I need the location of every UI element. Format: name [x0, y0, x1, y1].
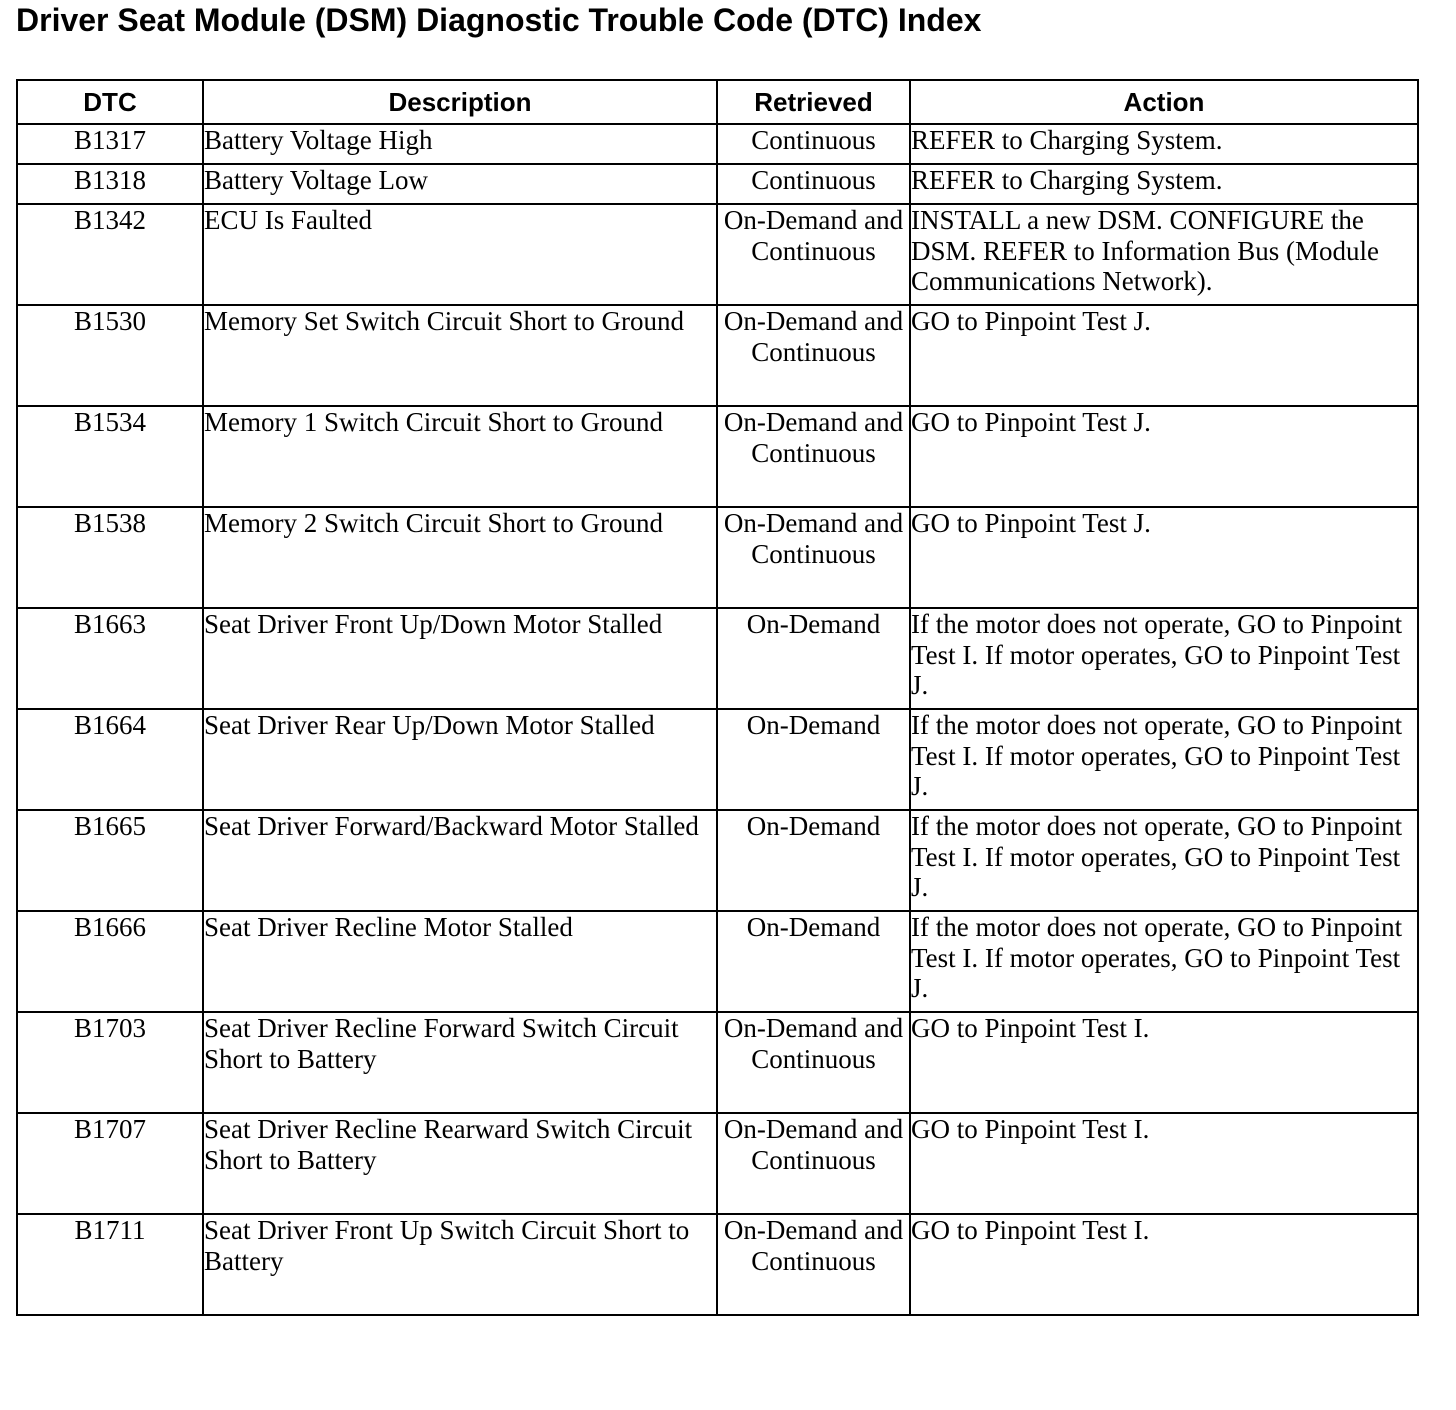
- table-row: [17, 709, 1418, 810]
- table-row: [17, 608, 1418, 709]
- dtc-retrieved: On-Demand and Continuous: [717, 1214, 910, 1315]
- dtc-retrieved: On-Demand and Continuous: [717, 305, 910, 406]
- dtc-description: Seat Driver Recline Rearward Switch Circuit Short to Battery: [203, 1113, 717, 1214]
- dtc-description: Battery Voltage Low: [203, 164, 717, 204]
- dtc-action: GO to Pinpoint Test J.: [910, 507, 1418, 608]
- table-row: [17, 1113, 1418, 1214]
- dtc-retrieved: On-Demand and Continuous: [717, 507, 910, 608]
- dtc-action: REFER to Charging System.: [910, 164, 1418, 204]
- dtc-description: Seat Driver Recline Motor Stalled: [203, 911, 717, 1012]
- table-row: [17, 124, 1418, 164]
- dtc-retrieved: On-Demand: [717, 709, 910, 810]
- dtc-action: If the motor does not operate, GO to Pinpoint Test I. If motor operates, GO to Pinpoint Test J.: [910, 608, 1418, 709]
- dtc-code: B1318: [17, 164, 203, 204]
- dtc-code: B1664: [17, 709, 203, 810]
- dtc-code: B1666: [17, 911, 203, 1012]
- dtc-retrieved: On-Demand and Continuous: [717, 1113, 910, 1214]
- header-action: Action: [910, 80, 1418, 124]
- dtc-code: B1534: [17, 406, 203, 507]
- dtc-retrieved: On-Demand: [717, 608, 910, 709]
- dtc-action: GO to Pinpoint Test I.: [910, 1113, 1418, 1214]
- page-title: Driver Seat Module (DSM) Diagnostic Trouble Code (DTC) Index: [16, 2, 982, 38]
- table-row: [17, 911, 1418, 1012]
- dtc-code: B1663: [17, 608, 203, 709]
- dtc-action: GO to Pinpoint Test I.: [910, 1214, 1418, 1315]
- dtc-description: Seat Driver Forward/Backward Motor Stalled: [203, 810, 717, 911]
- dtc-retrieved: Continuous: [717, 164, 910, 204]
- table-row: [17, 1214, 1418, 1315]
- header-description: Description: [203, 80, 717, 124]
- dtc-code: B1703: [17, 1012, 203, 1113]
- dtc-description: Memory 1 Switch Circuit Short to Ground: [203, 406, 717, 507]
- dtc-description: Seat Driver Rear Up/Down Motor Stalled: [203, 709, 717, 810]
- table-row: [17, 204, 1418, 305]
- dtc-action: If the motor does not operate, GO to Pinpoint Test I. If motor operates, GO to Pinpoint Test J.: [910, 911, 1418, 1012]
- dtc-retrieved: On-Demand: [717, 911, 910, 1012]
- dtc-action: If the motor does not operate, GO to Pinpoint Test I. If motor operates, GO to Pinpoint Test J.: [910, 709, 1418, 810]
- dtc-description: Seat Driver Recline Forward Switch Circuit Short to Battery: [203, 1012, 717, 1113]
- table-header-row: [17, 80, 1418, 124]
- dtc-code: B1707: [17, 1113, 203, 1214]
- table-row: [17, 305, 1418, 406]
- dtc-retrieved: On-Demand and Continuous: [717, 204, 910, 305]
- dtc-description: Seat Driver Front Up/Down Motor Stalled: [203, 608, 717, 709]
- table-row: [17, 1012, 1418, 1113]
- dtc-code: B1342: [17, 204, 203, 305]
- dtc-code: B1665: [17, 810, 203, 911]
- dtc-description: ECU Is Faulted: [203, 204, 717, 305]
- dtc-retrieved: On-Demand: [717, 810, 910, 911]
- dtc-code: B1538: [17, 507, 203, 608]
- header-retrieved: Retrieved: [717, 80, 910, 124]
- dtc-retrieved: Continuous: [717, 124, 910, 164]
- dtc-retrieved: On-Demand and Continuous: [717, 406, 910, 507]
- dtc-description: Battery Voltage High: [203, 124, 717, 164]
- header-dtc: DTC: [17, 80, 203, 124]
- table-row: [17, 164, 1418, 204]
- dtc-action: GO to Pinpoint Test J.: [910, 305, 1418, 406]
- dtc-code: B1530: [17, 305, 203, 406]
- table-row: [17, 810, 1418, 911]
- table-row: [17, 507, 1418, 608]
- table-row: [17, 406, 1418, 507]
- dtc-description: Memory 2 Switch Circuit Short to Ground: [203, 507, 717, 608]
- dtc-index-table: [16, 79, 1419, 1316]
- dtc-action: INSTALL a new DSM. CONFIGURE the DSM. REFER to Information Bus (Module Communications Network).: [910, 204, 1418, 305]
- dtc-action: If the motor does not operate, GO to Pinpoint Test I. If motor operates, GO to Pinpoint Test J.: [910, 810, 1418, 911]
- dtc-action: GO to Pinpoint Test I.: [910, 1012, 1418, 1113]
- dtc-action: GO to Pinpoint Test J.: [910, 406, 1418, 507]
- dtc-retrieved: On-Demand and Continuous: [717, 1012, 910, 1113]
- dtc-action: REFER to Charging System.: [910, 124, 1418, 164]
- dtc-code: B1317: [17, 124, 203, 164]
- dtc-code: B1711: [17, 1214, 203, 1315]
- dtc-description: Memory Set Switch Circuit Short to Ground: [203, 305, 717, 406]
- dtc-description: Seat Driver Front Up Switch Circuit Short to Battery: [203, 1214, 717, 1315]
